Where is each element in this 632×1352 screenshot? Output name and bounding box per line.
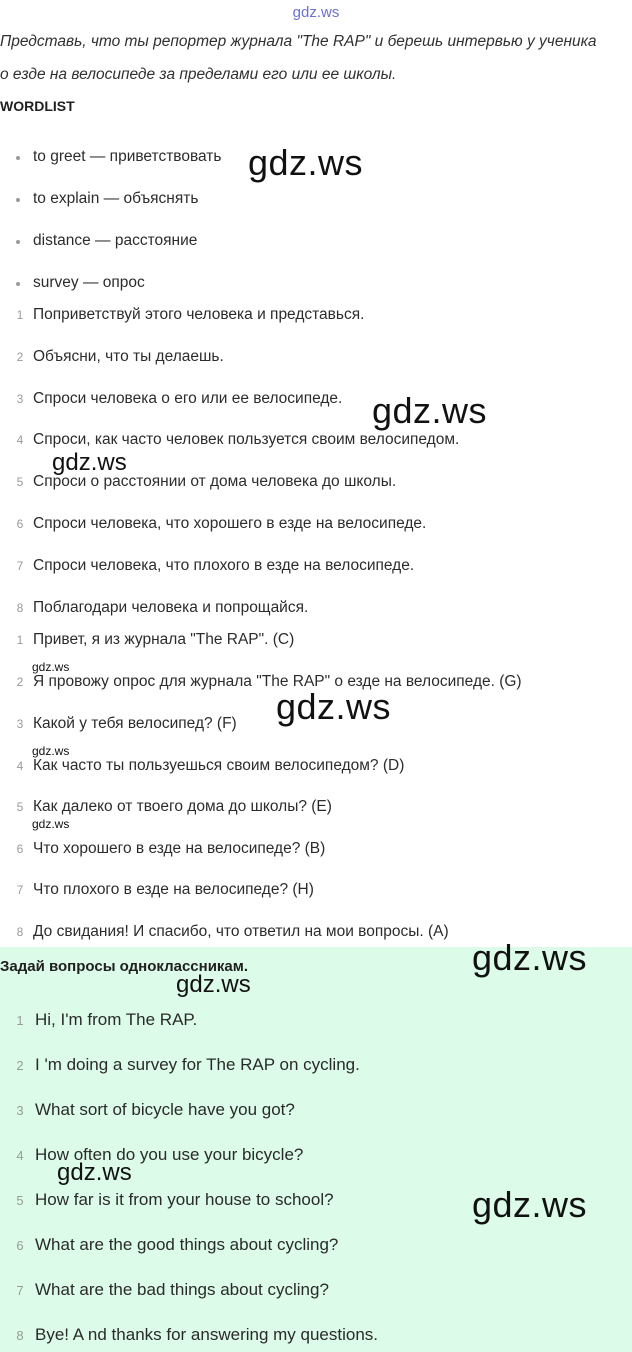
- answer-number: 5: [16, 800, 24, 814]
- task-text: Спроси человека о его или ее велосипеде.: [33, 390, 343, 407]
- task-number: 7: [16, 559, 24, 573]
- wordlist-item-text: to greet — приветствовать: [33, 148, 222, 165]
- bullet-icon: [16, 240, 20, 244]
- answer-number: 3: [16, 717, 24, 731]
- answer-text: Я провожу опрос для журнала "The RAP" о езде на велосипеде. (G): [33, 673, 522, 690]
- task-number: 2: [16, 350, 24, 364]
- watermark: gdz.ws: [472, 937, 588, 978]
- practice-text: How far is it from your house to school?: [35, 1190, 334, 1209]
- wordlist-item-text: distance — расстояние: [33, 232, 198, 249]
- answer-number: 6: [16, 842, 24, 856]
- site-link[interactable]: gdz.ws: [292, 4, 340, 21]
- intro-line-1: Представь, что ты репортер журнала "The RAP" и берешь интервью у ученика: [0, 33, 597, 50]
- answer-text: Как часто ты пользуешься своим велосипедом? (D): [33, 757, 405, 774]
- practice-number: 7: [16, 1283, 24, 1298]
- practice-number: 3: [16, 1103, 24, 1118]
- practice-text: Hi, I'm from The RAP.: [35, 1010, 198, 1029]
- practice-text: What are the bad things about cycling?: [35, 1280, 329, 1299]
- answer-number: 7: [16, 883, 24, 897]
- answer-text: Что плохого в езде на велосипеде? (H): [33, 881, 314, 898]
- watermark: gdz.ws: [472, 1184, 588, 1225]
- bullet-icon: [16, 282, 20, 286]
- task-text: Спроси человека, что хорошего в езде на велосипеде.: [33, 515, 427, 532]
- practice-number: 8: [16, 1328, 24, 1343]
- answer-text: Как далеко от твоего дома до школы? (E): [33, 798, 332, 815]
- answer-text: Какой у тебя велосипед? (F): [33, 715, 237, 732]
- watermark: gdz.ws: [32, 817, 70, 831]
- bullet-icon: [16, 156, 20, 160]
- watermark: gdz.ws: [276, 686, 392, 727]
- watermark: gdz.ws: [52, 449, 127, 476]
- practice-number: 1: [16, 1013, 24, 1028]
- practice-text: How often do you use your bicycle?: [35, 1145, 304, 1164]
- task-text: Поприветствуй этого человека и представься.: [33, 306, 365, 323]
- task-text: Поблагодари человека и попрощайся.: [33, 599, 309, 616]
- practice-number: 6: [16, 1238, 24, 1253]
- task-text: Спроси человека, что плохого в езде на велосипеде.: [33, 557, 415, 574]
- task-text: Объясни, что ты делаешь.: [33, 348, 224, 365]
- watermark: gdz.ws: [248, 142, 364, 183]
- task-number: 4: [16, 433, 24, 447]
- task-number: 8: [16, 601, 24, 615]
- practice-text: Bye! A nd thanks for answering my questions.: [35, 1325, 379, 1344]
- practice-text: What sort of bicycle have you got?: [35, 1100, 295, 1119]
- practice-number: 4: [16, 1148, 24, 1163]
- answer-number: 4: [16, 759, 24, 773]
- answer-text: Привет, я из журнала "The RAP". (C): [33, 631, 295, 648]
- answer-text: До свидания! И спасибо, что ответил на мои вопросы. (A): [33, 923, 449, 940]
- bullet-icon: [16, 198, 20, 202]
- task-text: Спроси, как часто человек пользуется своим велосипедом.: [33, 431, 460, 448]
- task-number: 1: [16, 308, 24, 322]
- task-number: 6: [16, 517, 24, 531]
- watermark: gdz.ws: [57, 1159, 132, 1186]
- watermark: gdz.ws: [176, 971, 251, 998]
- intro-line-2: о езде на велосипеде за пределами его или ее школы.: [0, 66, 397, 83]
- answer-text: Что хорошего в езде на велосипеде? (B): [33, 840, 326, 857]
- practice-heading: Задай вопросы одноклассникам.: [0, 958, 249, 975]
- task-text: Спроси о расстоянии от дома человека до школы.: [33, 473, 397, 490]
- watermark: gdz.ws: [32, 744, 70, 758]
- task-number: 5: [16, 475, 24, 489]
- watermark: gdz.ws: [372, 390, 488, 431]
- watermark: gdz.ws: [32, 660, 70, 674]
- answer-number: 1: [16, 633, 24, 647]
- wordlist-item-text: to explain — объяснять: [33, 190, 199, 207]
- wordlist-heading: WORDLIST: [0, 98, 75, 114]
- answer-number: 2: [16, 675, 24, 689]
- answer-number: 8: [16, 925, 24, 939]
- practice-number: 2: [16, 1058, 24, 1073]
- wordlist-item-text: survey — опрос: [33, 274, 145, 291]
- task-number: 3: [16, 392, 24, 406]
- practice-number: 5: [16, 1193, 24, 1208]
- practice-text: What are the good things about cycling?: [35, 1235, 339, 1254]
- practice-text: I 'm doing a survey for The RAP on cycling.: [35, 1055, 360, 1074]
